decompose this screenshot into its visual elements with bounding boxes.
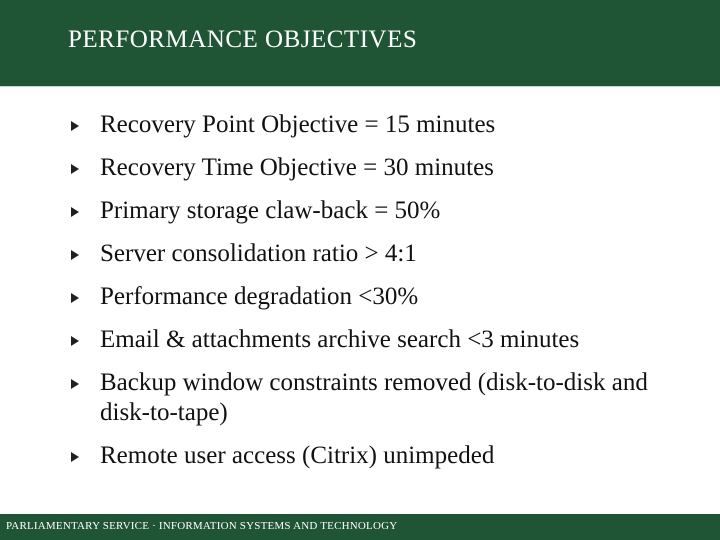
header-divider — [0, 86, 720, 87]
title-bar — [0, 0, 720, 86]
bullet-text: Remote user access (Citrix) unimpeded — [100, 442, 495, 469]
list-item — [68, 196, 688, 226]
bullet-arrow-icon — [71, 207, 79, 217]
bullet-text: Recovery Time Objective = 30 minutes — [100, 154, 494, 181]
footer-bar — [0, 514, 720, 540]
bullet-arrow-icon — [71, 121, 79, 131]
list-item — [68, 368, 688, 428]
bullet-arrow-icon — [71, 164, 79, 174]
slide-title: PERFORMANCE OBJECTIVES — [68, 26, 418, 53]
bullet-arrow-icon — [71, 336, 79, 346]
objectives-list — [68, 110, 688, 484]
bullet-text: Recovery Point Objective = 15 minutes — [100, 111, 496, 138]
list-item — [68, 110, 688, 140]
bullet-text: Server consolidation ratio > 4:1 — [100, 240, 417, 267]
bullet-arrow-icon — [71, 250, 79, 260]
bullet-text: Backup window constraints removed (disk-to-disk and disk-to-tape) — [100, 369, 648, 426]
bullet-arrow-icon — [71, 293, 79, 303]
bullet-arrow-icon — [71, 379, 79, 389]
bullet-text: Email & attachments archive search <3 minutes — [100, 326, 580, 353]
list-item — [68, 282, 688, 312]
list-item — [68, 153, 688, 183]
bullet-text: Primary storage claw-back = 50% — [100, 197, 441, 224]
list-item — [68, 325, 688, 355]
bullet-arrow-icon — [71, 452, 79, 462]
list-item — [68, 441, 688, 471]
list-item — [68, 239, 688, 269]
bullet-text: Performance degradation <30% — [100, 283, 419, 310]
footer-text: PARLIAMENTARY SERVICE · INFORMATION SYSTEMS AND TECHNOLOGY — [6, 520, 398, 532]
